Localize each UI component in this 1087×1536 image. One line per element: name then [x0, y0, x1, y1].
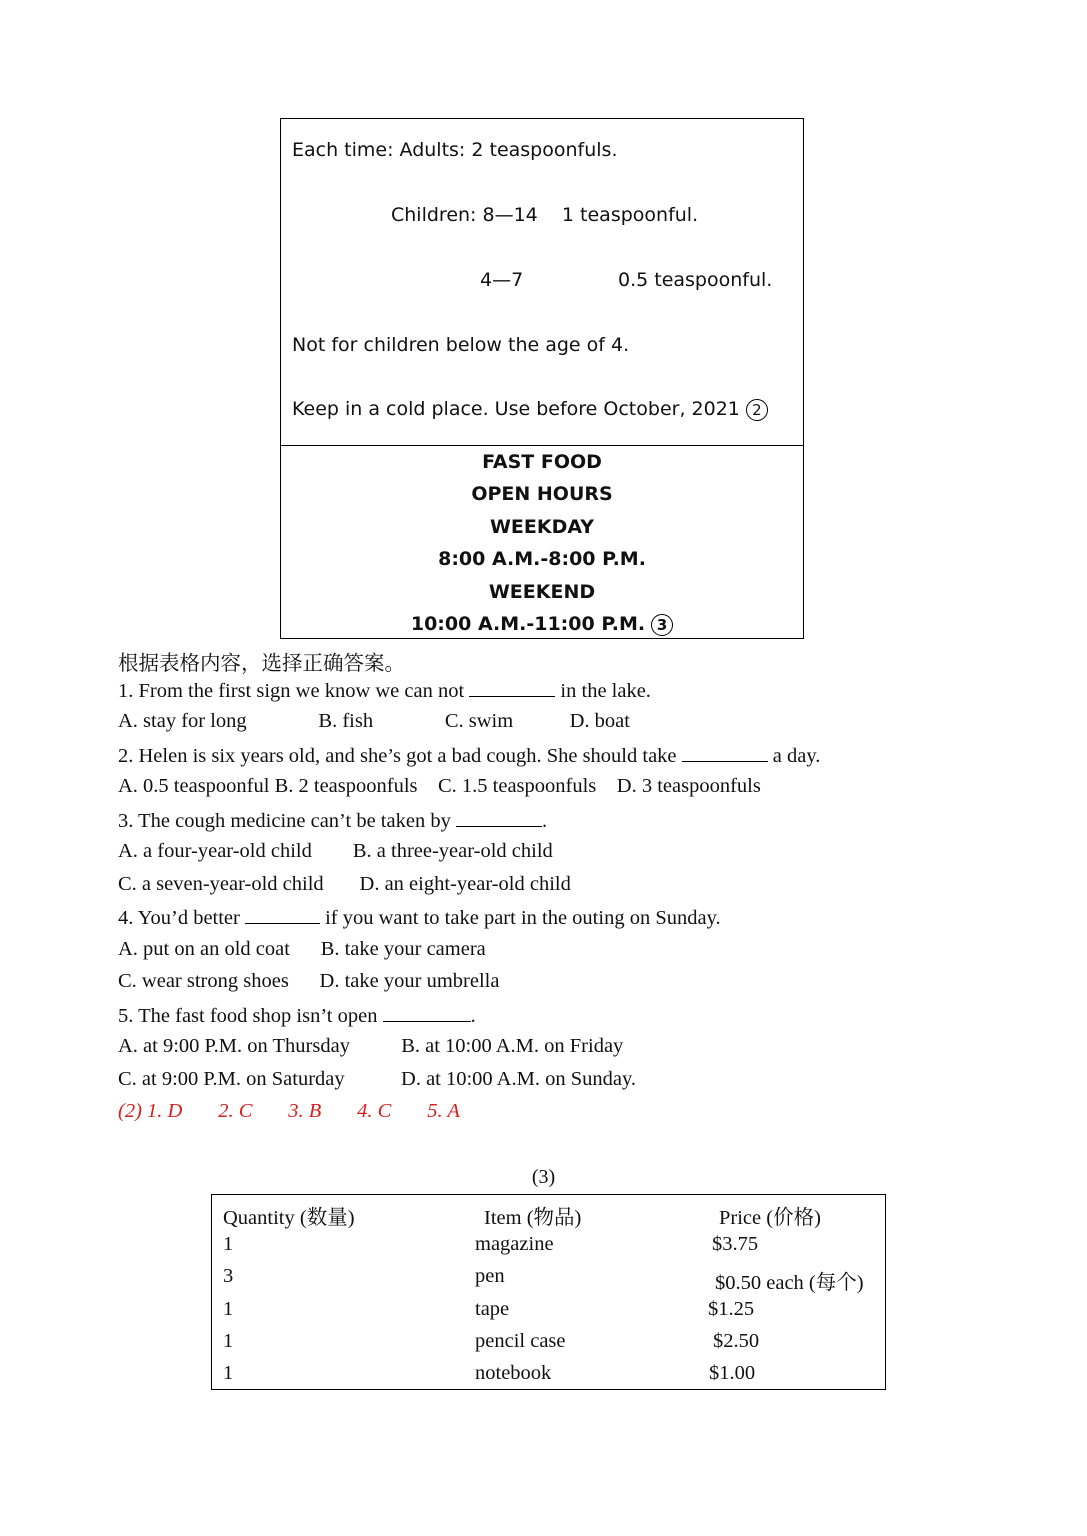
medicine-label	[281, 119, 803, 446]
question-3-options-ab: A. a four-year-old child B. a three-year-old child	[118, 840, 553, 862]
row-1-quantity: 1	[223, 1233, 234, 1255]
row-5-quantity: 1	[223, 1362, 234, 1384]
dosage-adults: Each time: Adults: 2 teaspoonfuls.	[292, 139, 618, 161]
price-table	[211, 1194, 886, 1390]
dosage-children-4-7: 0.5 teaspoonful.	[618, 269, 773, 291]
weekday-heading: WEEKDAY	[489, 516, 595, 538]
weekend-hours	[281, 613, 803, 636]
question-2-options: A. 0.5 teaspoonful B. 2 teaspoonfuls C. 1.5 teaspoonfuls D. 3 teaspoonfuls	[118, 775, 761, 797]
row-5-item: notebook	[475, 1362, 552, 1384]
question-3-options-cd: C. a seven-year-old child D. an eight-year-old child	[118, 873, 571, 895]
header-price: Price (价格)	[719, 1207, 821, 1229]
question-2: 2. Helen is six years old, and she’s got a bad cough. She should take a day.	[118, 745, 821, 767]
question-5-options-ab: A. at 9:00 P.M. on Thursday B. at 10:00 A.M. on Friday	[118, 1035, 624, 1057]
circled-number-3: 3	[651, 614, 673, 636]
answer-blank	[383, 1003, 471, 1022]
row-2-item: pen	[475, 1265, 505, 1287]
row-1-price: $3.75	[712, 1233, 759, 1255]
row-3-item: tape	[475, 1298, 510, 1320]
sign-box	[280, 118, 804, 639]
row-2-quantity: 3	[223, 1265, 234, 1287]
weekend-hours-text: 10:00 A.M.-11:00 P.M.	[410, 613, 646, 635]
table-title: (3)	[531, 1166, 556, 1188]
row-3-quantity: 1	[223, 1298, 234, 1320]
answer-blank	[245, 905, 320, 924]
question-1: 1. From the first sign we know we can not in the lake.	[118, 680, 651, 702]
question-1-options: A. stay for long B. fish C. swim D. boat	[118, 710, 630, 732]
answer-blank	[456, 808, 542, 827]
answer-key: (2) 1. D 2. C 3. B 4. C 5. A	[118, 1100, 460, 1122]
weekday-hours: 8:00 A.M.-8:00 P.M.	[438, 548, 646, 570]
instruction: 根据表格内容，选择正确答案。	[118, 653, 405, 675]
answer-blank	[682, 743, 768, 762]
question-4-options-cd: C. wear strong shoes D. take your umbrella	[118, 970, 500, 992]
row-2-price: $0.50 each (每个)	[715, 1272, 864, 1294]
question-4-options-ab: A. put on an old coat B. take your camera	[118, 938, 486, 960]
question-4: 4. You’d better if you want to take part in the outing on Sunday.	[118, 907, 721, 929]
age-restriction: Not for children below the age of 4.	[292, 334, 630, 356]
row-1-item: magazine	[475, 1233, 554, 1255]
question-5-options-cd: C. at 9:00 P.M. on Saturday D. at 10:00 A.M. on Sunday.	[118, 1068, 637, 1090]
row-4-item: pencil case	[475, 1330, 566, 1352]
open-hours-heading: OPEN HOURS	[471, 483, 613, 505]
weekend-heading: WEEKEND	[488, 581, 596, 603]
storage-text: Keep in a cold place. Use before October, 2021	[292, 398, 740, 420]
row-4-price: $2.50	[713, 1330, 760, 1352]
circled-number-2: 2	[746, 399, 768, 421]
row-3-price: $1.25	[708, 1298, 755, 1320]
dosage-children-8-14: Children: 8—14 1 teaspoonful.	[391, 204, 699, 226]
dosage-age-4-7: 4—7	[480, 269, 524, 291]
row-5-price: $1.00	[709, 1362, 756, 1384]
question-3: 3. The cough medicine can’t be taken by .	[118, 810, 548, 832]
header-quantity: Quantity (数量)	[223, 1207, 355, 1229]
question-5: 5. The fast food shop isn’t open .	[118, 1005, 476, 1027]
fast-food-title: FAST FOOD	[482, 451, 602, 473]
header-item: Item (物品)	[484, 1207, 582, 1229]
storage-note	[292, 398, 768, 421]
row-4-quantity: 1	[223, 1330, 234, 1352]
fast-food-sign	[281, 446, 803, 640]
answer-blank	[469, 678, 555, 697]
